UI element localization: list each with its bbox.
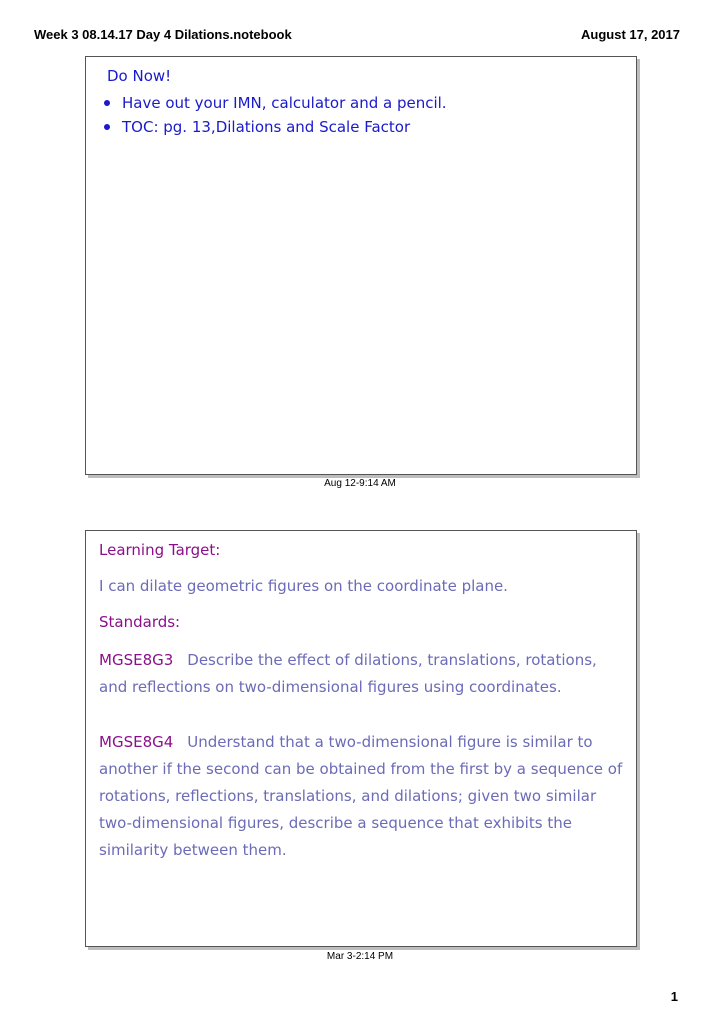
bullet-dot-icon: [104, 100, 110, 106]
slide-timestamp: Aug 12-9:14 AM: [324, 478, 396, 489]
learning-target-text: I can dilate geometric figures on the coordinate plane.: [99, 577, 508, 595]
standard-code: MGSE8G3: [99, 651, 174, 669]
standard-text: Understand that a two-dimensional figure is similar to another if the second can be obtained from the first by a sequence of rotations, reflections, translations, and dilations; given two similar two-dimensional figures, describe a sequence that exhibits the similarity between them.: [99, 733, 623, 859]
do-now-heading: Do Now!: [107, 67, 172, 85]
notebook-title: Week 3 08.14.17 Day 4 Dilations.notebook: [34, 27, 292, 42]
standard-item: [99, 647, 629, 701]
standard-item: [99, 729, 629, 864]
learning-target-heading: Learning Target:: [99, 541, 221, 559]
bullet-text: TOC: pg. 13,Dilations and Scale Factor: [122, 118, 411, 136]
bullet-dot-icon: [104, 124, 110, 130]
bullet-item: [104, 91, 447, 115]
do-now-bullet-list: [104, 91, 447, 139]
slide-do-now: [85, 56, 637, 475]
slide-learning-target: [85, 530, 637, 947]
notebook-date: August 17, 2017: [581, 27, 680, 42]
standards-heading: Standards:: [99, 613, 181, 631]
bullet-item: [104, 115, 447, 139]
standard-code: MGSE8G4: [99, 733, 174, 751]
page-number: 1: [670, 989, 678, 1004]
bullet-text: Have out your IMN, calculator and a pencil.: [122, 94, 447, 112]
slide-timestamp: Mar 3-2:14 PM: [326, 951, 394, 962]
standard-text: Describe the effect of dilations, translations, rotations, and reflections on two-dimensional figures using coordinates.: [99, 651, 597, 696]
